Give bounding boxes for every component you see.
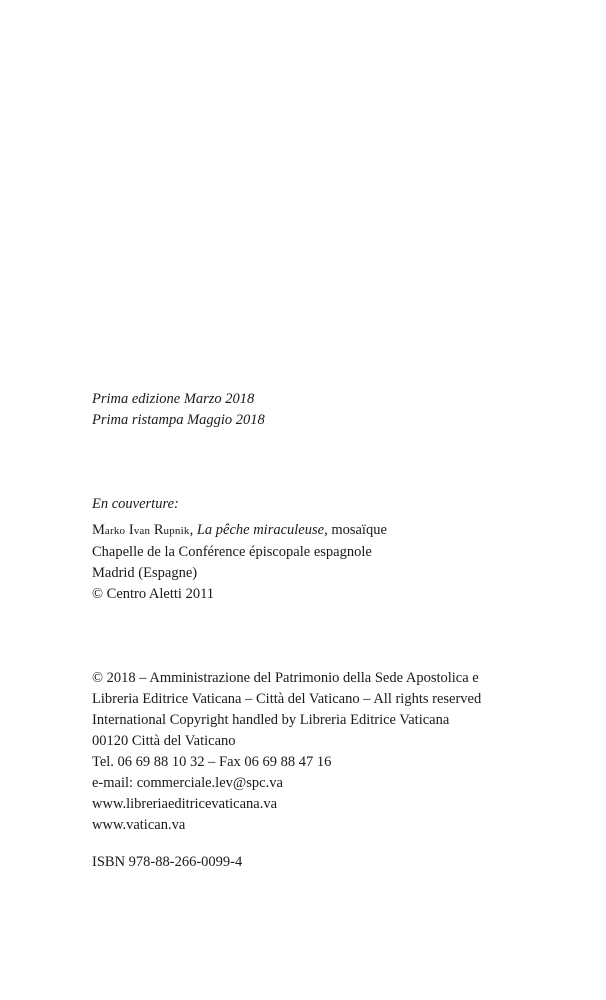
copyright-line: © 2018 – Amministrazione del Patrimonio della Sede Apostolica e — [92, 670, 479, 686]
cover-credits — [92, 520, 522, 605]
copyright-website-line: www.vatican.va — [92, 817, 186, 833]
copyright-line: International Copyright handled by Libreria Editrice Vaticana — [92, 712, 450, 728]
artwork-title: La pêche miraculeuse, — [196, 522, 328, 538]
edition-info — [92, 389, 522, 431]
copyright-website-line: www.libreriaeditricevaticana.va — [92, 796, 278, 812]
cover-location-line: Chapelle de la Conférence épiscopale espagnole — [92, 544, 372, 560]
artist-middle-rest: van — [133, 525, 151, 537]
artist-middle-initial: I — [128, 522, 134, 538]
cover-label: En couverture: — [92, 496, 179, 512]
artist-last-initial: R — [153, 522, 164, 538]
cover-city-line: Madrid (Espagne) — [92, 565, 198, 581]
copyright-block — [92, 668, 522, 836]
artist-name — [92, 522, 190, 538]
copyright-address-line: 00120 Città del Vaticano — [92, 733, 236, 749]
first-edition-line: Prima edizione Marzo 2018 — [92, 391, 255, 407]
isbn-block — [92, 852, 522, 873]
isbn-line: ISBN 978-88-266-0099-4 — [92, 854, 243, 870]
artist-first-initial: M — [92, 522, 105, 538]
cover-artwork-line — [92, 520, 522, 542]
copyright-email-line: e-mail: commerciale.lev@spc.va — [92, 775, 283, 791]
artist-first-rest: arko — [104, 525, 126, 537]
artist-separator: , — [189, 522, 194, 538]
cover-credit-line: © Centro Aletti 2011 — [92, 586, 215, 602]
first-reprint-line: Prima ristampa Maggio 2018 — [92, 412, 265, 428]
cover-label-block — [92, 494, 522, 515]
copyright-phone-line: Tel. 06 69 88 10 32 – Fax 06 69 88 47 16 — [92, 754, 332, 770]
artwork-medium: mosaïque — [331, 522, 387, 538]
artist-last-rest: upnik — [163, 525, 190, 537]
copyright-line: Libreria Editrice Vaticana – Città del Vaticano – All rights reserved — [92, 691, 482, 707]
